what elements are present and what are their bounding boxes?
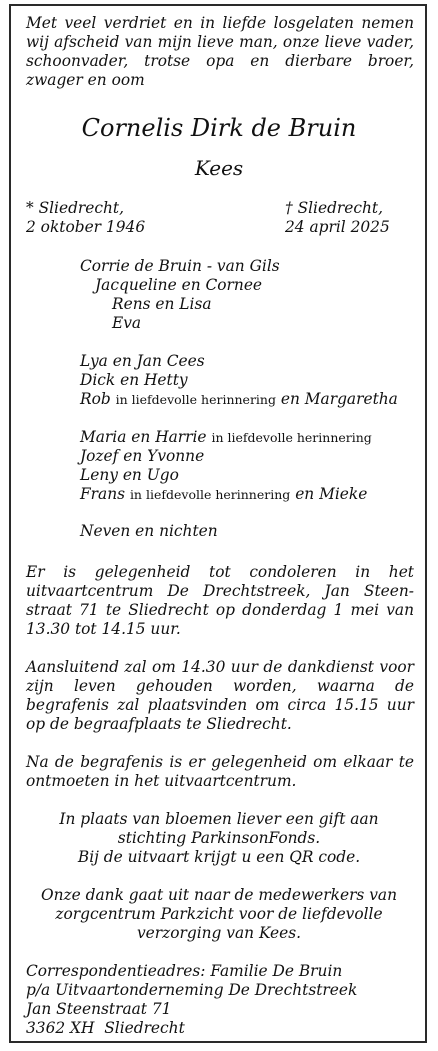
intro-line-4: zwager en oom bbox=[26, 71, 145, 89]
sibling-line bbox=[80, 485, 367, 504]
sibling-name: Frans bbox=[80, 485, 126, 503]
thanks-line: verzorging van Kees. bbox=[136, 924, 302, 942]
death-date: 24 april 2025 bbox=[285, 218, 390, 236]
sibling-partner: en Margaretha bbox=[280, 390, 398, 408]
family-grandchildren-1: Rens en Lisa bbox=[112, 295, 212, 313]
sibling-line bbox=[80, 428, 372, 447]
sibling-partner: en Mieke bbox=[295, 485, 368, 503]
condolence-line: straat 71 te Sliedrecht op donderdag 1 mei van bbox=[26, 601, 414, 619]
family-grandchildren-2: Eva bbox=[112, 314, 142, 332]
correspondence-line: p/a Uitvaartonderneming De Drechtstreek bbox=[26, 981, 358, 999]
correspondence-line: Jan Steenstraat 71 bbox=[26, 1000, 172, 1018]
intro-line-3: schoonvader, trotse opa en dierbare broer, bbox=[26, 52, 414, 70]
condolence-line: uitvaartcentrum De Drechtstreek, Jan Steen- bbox=[26, 582, 414, 600]
sibling-line bbox=[80, 390, 398, 409]
in-memory-note: in liefdevolle herinnering bbox=[115, 392, 276, 407]
in-memory-note: in liefdevolle herinnering bbox=[129, 487, 291, 502]
donation-line: stichting ParkinsonFonds. bbox=[117, 829, 321, 847]
in-memory-note: in liefdevolle herinnering bbox=[211, 430, 372, 445]
intro-line-1: Met veel verdriet en in liefde losgelaten nemen bbox=[26, 14, 414, 32]
thanks-line: Onze dank gaat uit naar de medewerkers van bbox=[40, 886, 398, 904]
nephews-nieces: Neven en nichten bbox=[80, 522, 218, 540]
correspondence-line: Correspondentieadres: Familie De Bruin bbox=[26, 962, 343, 980]
service-line: zijn leven gehouden worden, waarna de bbox=[26, 677, 414, 695]
death-place: † Sliedrecht, bbox=[285, 199, 384, 217]
family-children: Jacqueline en Cornee bbox=[95, 276, 263, 294]
sibling-line: Dick en Hetty bbox=[80, 371, 188, 389]
correspondence-line: 3362 XH Sliedrecht bbox=[26, 1019, 185, 1037]
service-line: op de begraafplaats te Sliedrecht. bbox=[26, 715, 292, 733]
birth-place: * Sliedrecht, bbox=[26, 199, 125, 217]
thanks-line: zorgcentrum Parkzicht voor de liefdevolle bbox=[55, 905, 383, 923]
deceased-name: Cornelis Dirk de Bruin bbox=[81, 114, 357, 142]
condolence-line: Er is gelegenheid tot condoleren in het bbox=[26, 563, 414, 581]
birth-date: 2 oktober 1946 bbox=[26, 218, 146, 236]
sibling-name: Rob bbox=[80, 390, 111, 408]
donation-line: In plaats van bloemen liever een gift aan bbox=[59, 810, 379, 828]
intro-line-2: wij afscheid van mijn lieve man, onze lieve vader, bbox=[26, 33, 414, 51]
service-line: begrafenis zal plaatsvinden om circa 15.15 uur bbox=[26, 696, 414, 714]
gathering-line: Na de begrafenis is er gelegenheid om elkaar te bbox=[26, 753, 414, 771]
sibling-line: Leny en Ugo bbox=[80, 466, 179, 484]
deceased-nickname: Kees bbox=[194, 156, 244, 180]
gathering-line: ontmoeten in het uitvaartcentrum. bbox=[26, 772, 297, 790]
sibling-name: Maria en Harrie bbox=[80, 428, 207, 446]
donation-line: Bij de uitvaart krijgt u een QR code. bbox=[77, 848, 361, 866]
sibling-line: Lya en Jan Cees bbox=[80, 352, 205, 370]
sibling-line: Jozef en Yvonne bbox=[80, 447, 205, 465]
service-line: Aansluitend zal om 14.30 uur de dankdienst voor bbox=[26, 658, 414, 676]
family-spouse: Corrie de Bruin - van Gils bbox=[80, 257, 280, 275]
condolence-line: 13.30 tot 14.15 uur. bbox=[26, 620, 181, 638]
